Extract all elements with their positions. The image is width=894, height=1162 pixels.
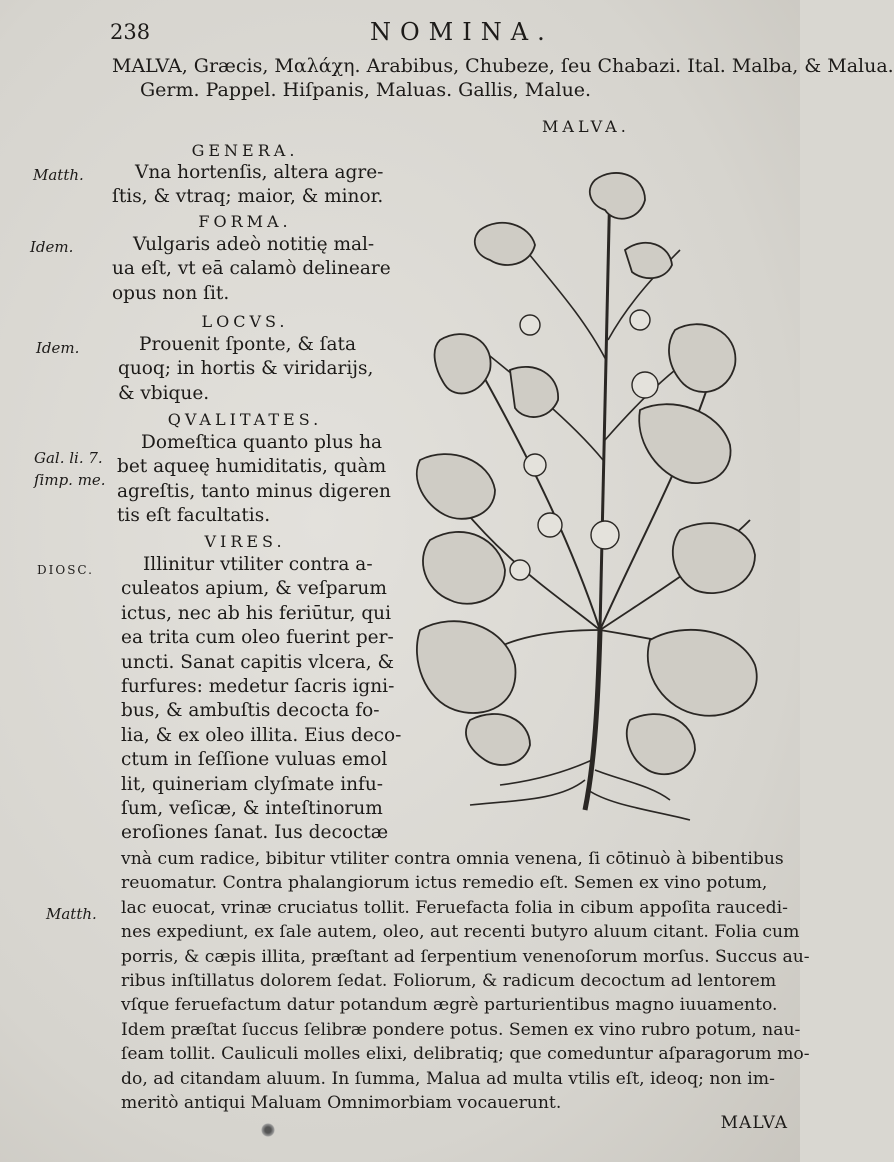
margin-note-qualitates-1: Gal. li. 7. (34, 449, 103, 467)
text-line: ſeam tollit. Cauliculi molles elixi, delibratiq; que comeduntur aſparagorum mo- (121, 1044, 810, 1065)
page-title: NOMINA. (370, 18, 554, 46)
mallow-plant-illustration (410, 160, 780, 840)
ornament-icon (261, 1123, 275, 1137)
text-line: furfures: medetur ſacris igni- (121, 676, 395, 698)
text-line: vnà cum radice, bibitur vtiliter contra omnia venena, ſi cōtinuò à bibentibus (121, 849, 784, 869)
section-heading-vires: VIRES. (204, 532, 286, 551)
margin-note-locus: Idem. (36, 339, 80, 357)
text-line: agreſtis, tanto minus digeren (117, 480, 391, 502)
text-line: lia, & ex oleo illita. Eius deco- (121, 724, 402, 746)
full-width-text (121, 847, 810, 1115)
text-line: nes expediunt, ex ſale autem, oleo, aut recenti butyro aluum citant. Folia cum (121, 922, 800, 943)
figure-label: MALVA. (542, 117, 630, 136)
nomina-line-2: Germ. Pappel. Hiſpanis, Maluas. Gallis, Malue. (140, 79, 592, 101)
forma-text (112, 233, 412, 306)
text-line: Vulgaris adeò notitię mal- (133, 234, 375, 255)
margin-note-matth: Matth. (46, 905, 97, 923)
text-line: ribus inſtillatus dolorem ſedat. Foliorum, & radicum decoctum ad lentorem (121, 971, 777, 992)
text-line: Domeſtica quanto plus ha (141, 432, 383, 453)
text-line: reuomatur. Contra phalangiorum ictus remedio eſt. Semen ex vino potum, (121, 873, 768, 894)
text-line: bet aqueę humiditatis, quàm (117, 456, 387, 478)
section-heading-genera: GENERA. (191, 141, 299, 160)
text-line: opus non ſit. (112, 282, 230, 304)
text-line: vſque feruefactum datur potandum ægrè parturientibus magno iuuamento. (121, 995, 778, 1016)
text-line: Idem præſtat ſuccus ſelibræ pondere potus. Semen ex vino rubro potum, nau- (121, 1019, 801, 1040)
text-line: ictus, nec ab his feriūtur, qui (121, 602, 392, 624)
text-line: eroſiones ſanat. Ius decoctæ (121, 822, 389, 844)
genera-text (112, 161, 406, 210)
text-line: Prouenit ſponte, & ſata (139, 334, 357, 355)
text-line: do, ad citandam aluum. In ſumma, Malua ad multa vtilis eſt, ideoq; non im- (121, 1068, 775, 1089)
text-line: bus, & ambuſtis decocta fo- (121, 700, 380, 722)
text-line: ua eſt, vt eā calamò delineare (112, 258, 391, 280)
text-line: Illinitur vtiliter contra a- (143, 554, 373, 575)
text-line: meritò antiqui Maluam Omnimorbiam vocauerunt. (121, 1093, 562, 1114)
nomina-line-1: MALVA, Græcis, Μαλάχη. Arabibus, Chubeze, ſeu Chabazi. Ital. Malba, & Malua. (112, 55, 894, 77)
text-line: culeatos apium, & veſparum (121, 578, 387, 600)
text-line: ſtis, & vtraq; maior, & minor. (112, 186, 384, 208)
section-heading-forma: FORMA. (198, 212, 292, 231)
section-heading-locus: LOCVS. (201, 312, 289, 331)
text-line: lit, quineriam clyſmate infu- (121, 773, 384, 795)
text-line: uncti. Sanat capitis vlcera, & (121, 651, 394, 673)
text-line: ſum, veſicæ, & inteſtinorum (121, 798, 383, 820)
text-line: tis eſt facultatis. (117, 505, 271, 527)
section-heading-qualitates: QVALITATES. (167, 410, 323, 429)
margin-note-genera: Matth. (33, 166, 84, 184)
page-number: 238 (110, 20, 151, 44)
margin-note-vires: DIOSC. (37, 563, 94, 577)
text-line: quoq; in hortis & viridarijs, (118, 358, 374, 380)
text-line: Vna hortenſis, altera agre- (135, 162, 384, 183)
catchword: MALVA (720, 1113, 788, 1133)
locus-text (118, 333, 394, 406)
vires-text (121, 553, 423, 846)
text-line: ea trita cum oleo fuerint per- (121, 627, 394, 649)
qualitates-text (117, 431, 415, 529)
text-line: ctum in ſeſſione vuluas emol (121, 749, 388, 771)
margin-note-qualitates-2: ſimp. me. (34, 471, 106, 489)
text-line: & vbique. (118, 382, 210, 404)
margin-note-forma: Idem. (30, 238, 74, 256)
text-line: lac euocat, vrinæ cruciatus tollit. Feruefacta folia in cibum appoſita raucedi- (121, 897, 788, 918)
text-line: porris, & cæpis illita, præſtant ad ſerpentium venenoſorum morſus. Succus au- (121, 946, 810, 967)
